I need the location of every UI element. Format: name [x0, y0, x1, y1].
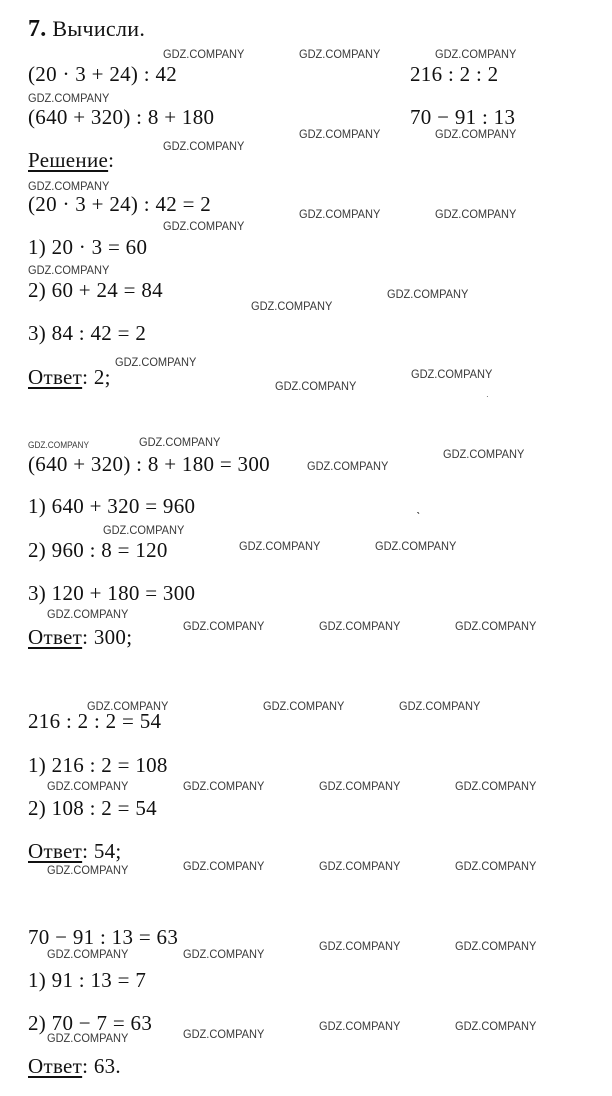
watermark: GDZ.COMPANY [163, 219, 245, 233]
step-4-2: 2) 70 − 7 = 63 [28, 1011, 153, 1035]
scan-speck: · [486, 392, 489, 401]
watermark: GDZ.COMPANY [28, 179, 110, 193]
watermark: GDZ.COMPANY [263, 699, 345, 713]
watermark: GDZ.COMPANY [163, 139, 245, 153]
watermark: GDZ.COMPANY [399, 699, 481, 713]
step-1-3: 3) 84 : 42 = 2 [28, 321, 147, 345]
answer-label: Ответ [28, 1054, 83, 1078]
solution-label: Решение [28, 148, 109, 172]
answer-4 [28, 1056, 121, 1077]
watermark: GDZ.COMPANY [87, 699, 169, 713]
step-2-1: 1) 640 + 320 = 960 [28, 494, 196, 518]
expression-3: (640 + 320) : 8 + 180 [28, 105, 215, 129]
answer-value: : 63. [82, 1054, 121, 1078]
watermark: GDZ.COMPANY [163, 47, 245, 61]
watermark: GDZ.COMPANY [28, 440, 90, 450]
step-1-1: 1) 20 · 3 = 60 [28, 235, 148, 259]
step-3-2: 2) 108 : 2 = 54 [28, 796, 157, 820]
watermark: GDZ.COMPANY [275, 379, 357, 393]
watermark: GDZ.COMPANY [319, 1019, 401, 1033]
answer-value: : 2; [82, 365, 111, 389]
step-2-2: 2) 960 : 8 = 120 [28, 538, 168, 562]
watermark: GDZ.COMPANY [443, 447, 525, 461]
watermark: GDZ.COMPANY [183, 619, 265, 633]
watermark: GDZ.COMPANY [435, 47, 517, 61]
watermark: GDZ.COMPANY [375, 539, 457, 553]
answer-2 [28, 627, 132, 648]
task-title: Вычисли. [52, 16, 146, 41]
watermark: GDZ.COMPANY [115, 355, 197, 369]
watermark: GDZ.COMPANY [299, 47, 381, 61]
watermark: GDZ.COMPANY [28, 263, 110, 277]
answer-label: Ответ [28, 839, 83, 863]
watermark: GDZ.COMPANY [183, 859, 265, 873]
answer-3 [28, 841, 122, 862]
watermark: GDZ.COMPANY [183, 1027, 265, 1041]
watermark: GDZ.COMPANY [47, 607, 129, 621]
watermark: GDZ.COMPANY [183, 947, 265, 961]
step-2-3: 3) 120 + 180 = 300 [28, 581, 196, 605]
watermark: GDZ.COMPANY [47, 779, 129, 793]
scan-speck: ˋ [416, 509, 421, 525]
expression-2: 216 : 2 : 2 [410, 62, 499, 86]
watermark: GDZ.COMPANY [455, 779, 537, 793]
watermark: GDZ.COMPANY [387, 287, 469, 301]
watermark: GDZ.COMPANY [28, 91, 110, 105]
watermark: GDZ.COMPANY [435, 127, 517, 141]
watermark: GDZ.COMPANY [251, 299, 333, 313]
watermark: GDZ.COMPANY [319, 859, 401, 873]
equation-4: 70 − 91 : 13 = 63 [28, 925, 179, 949]
equation-1: (20 · 3 + 24) : 42 = 2 [28, 192, 212, 216]
watermark: GDZ.COMPANY [455, 859, 537, 873]
task-heading [28, 17, 145, 41]
answer-label: Ответ [28, 365, 83, 389]
answer-label: Ответ [28, 625, 83, 649]
watermark: GDZ.COMPANY [47, 863, 129, 877]
watermark: GDZ.COMPANY [411, 367, 493, 381]
watermark: GDZ.COMPANY [455, 619, 537, 633]
watermark: GDZ.COMPANY [239, 539, 321, 553]
watermark: GDZ.COMPANY [435, 207, 517, 221]
equation-3: 216 : 2 : 2 = 54 [28, 709, 162, 733]
watermark: GDZ.COMPANY [319, 779, 401, 793]
watermark: GDZ.COMPANY [455, 1019, 537, 1033]
watermark: GDZ.COMPANY [103, 523, 185, 537]
step-1-2: 2) 60 + 24 = 84 [28, 278, 163, 302]
watermark: GDZ.COMPANY [319, 939, 401, 953]
watermark: GDZ.COMPANY [47, 947, 129, 961]
watermark: GDZ.COMPANY [319, 619, 401, 633]
watermark: GDZ.COMPANY [139, 435, 221, 449]
watermark: GDZ.COMPANY [183, 779, 265, 793]
solution-colon: : [108, 148, 115, 172]
watermark: GDZ.COMPANY [299, 207, 381, 221]
step-3-1: 1) 216 : 2 = 108 [28, 753, 168, 777]
expression-4: 70 − 91 : 13 [410, 105, 516, 129]
answer-1 [28, 367, 111, 388]
solution-heading [28, 150, 114, 171]
watermark: GDZ.COMPANY [307, 459, 389, 473]
task-number: 7. [28, 16, 47, 42]
expression-1: (20 · 3 + 24) : 42 [28, 62, 178, 86]
watermark: GDZ.COMPANY [47, 1031, 129, 1045]
answer-value: : 54; [82, 839, 122, 863]
watermark: GDZ.COMPANY [455, 939, 537, 953]
watermark: GDZ.COMPANY [299, 127, 381, 141]
step-4-1: 1) 91 : 13 = 7 [28, 968, 147, 992]
answer-value: : 300; [82, 625, 133, 649]
equation-2: (640 + 320) : 8 + 180 = 300 [28, 452, 270, 476]
